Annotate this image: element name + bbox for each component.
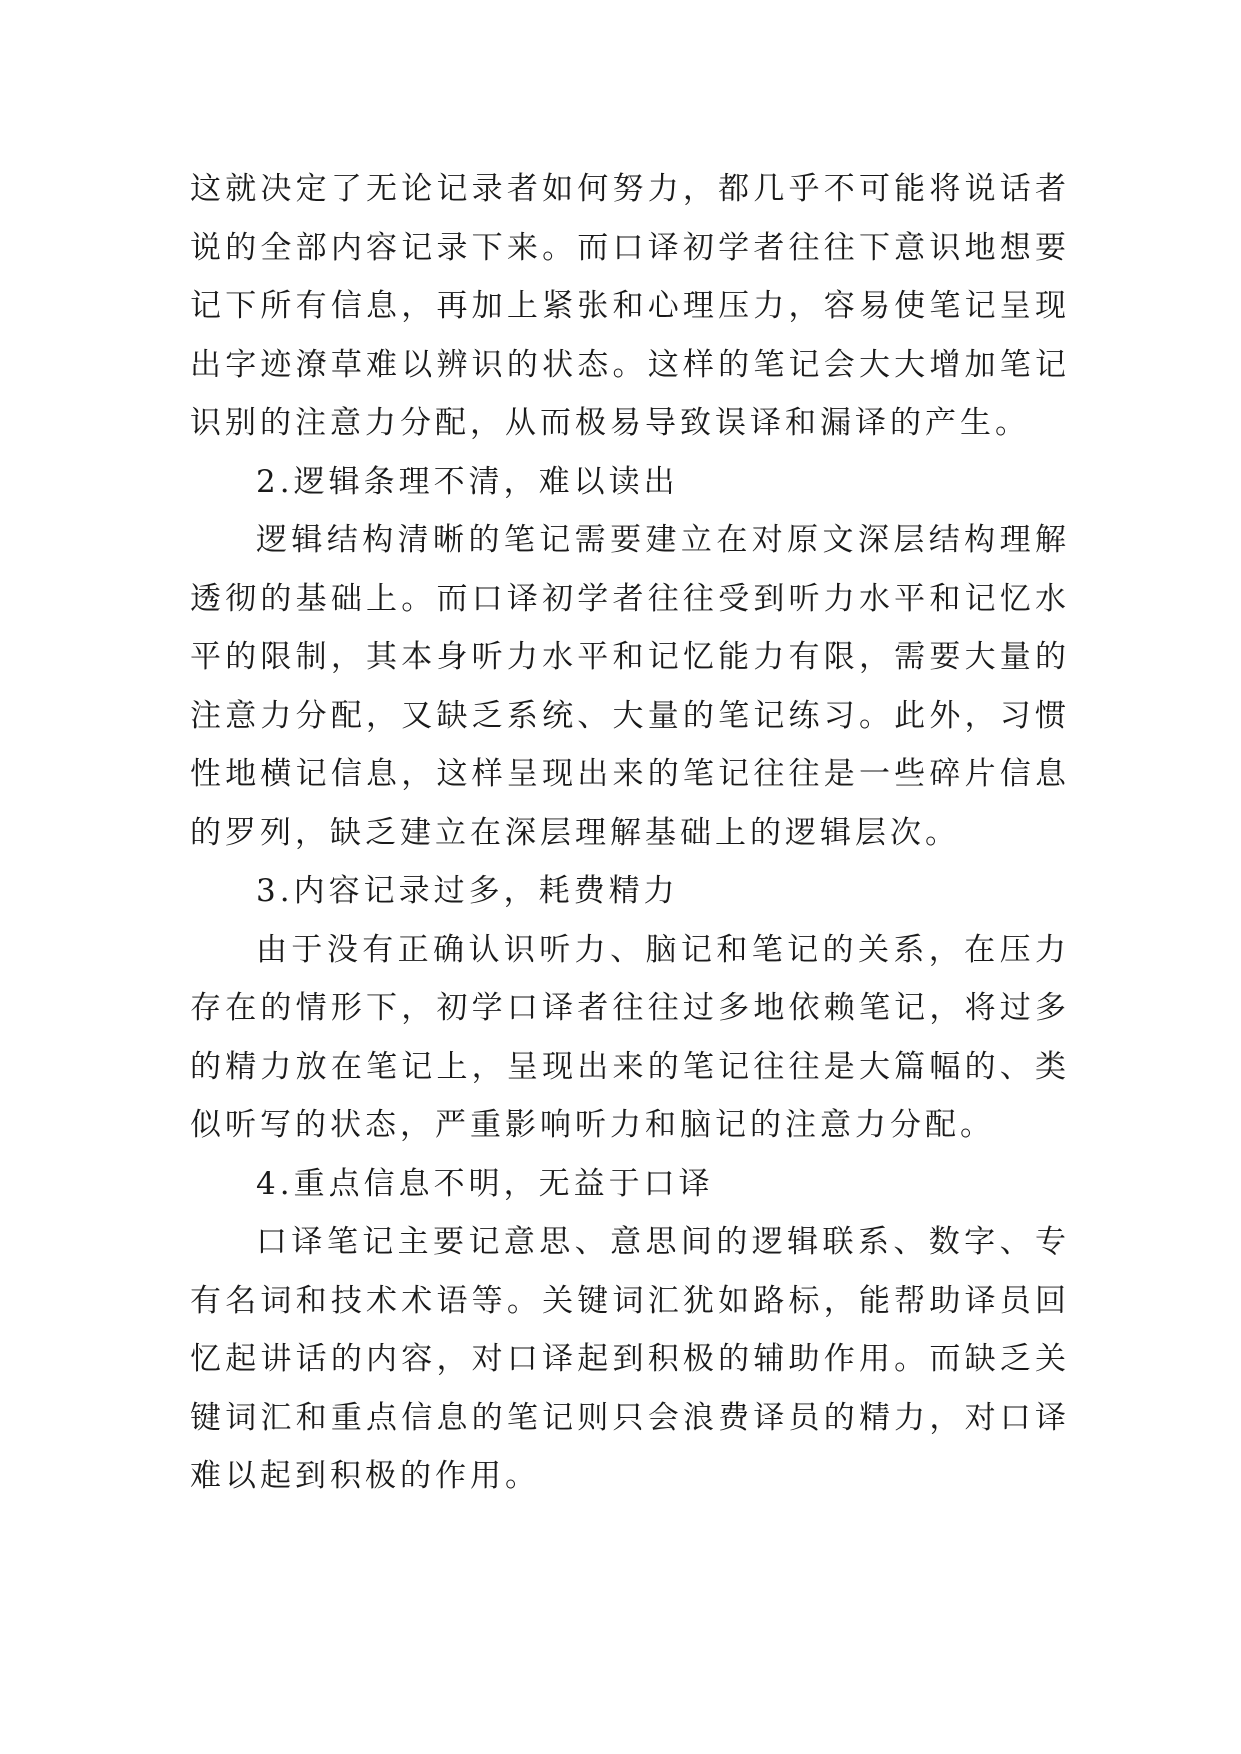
- paragraph-key-info: 口译笔记主要记意思、意思间的逻辑联系、数字、专有名词和技术术语等。关键词汇犹如路标，能帮助译员回忆起讲话的内容，对口译起到积极的辅助作用。而缺乏关键词汇和重点信息的笔记则只会浪费译员的精力，对口译难以起到积极的作用。: [190, 1224, 1070, 1494]
- section-heading-4: 4.重点信息不明，无益于口译: [256, 1165, 714, 1202]
- paragraph-logic: 逻辑结构清晰的笔记需要建立在对原文深层结构理解透彻的基础上。而口译初学者往往受到听力水平和记忆水平的限制，其本身听力水平和记忆能力有限，需要大量的注意力分配，又缺乏系统、大量的笔记练习。此外，习惯性地横记信息，这样呈现出来的笔记往往是一些碎片信息的罗列，缺乏建立在深层理解基础上的逻辑层次。: [190, 522, 1070, 851]
- paragraph-overrecording: 由于没有正确认识听力、脑记和笔记的关系，在压力存在的情形下，初学口译者往往过多地依赖笔记，将过多的精力放在笔记上，呈现出来的笔记往往是大篇幅的、类似听写的状态，严重影响听力和脑记的注意力分配。: [190, 931, 1070, 1143]
- document-body: [190, 160, 1070, 1506]
- section-heading-2: 2.逻辑条理不清，难以读出: [256, 463, 679, 500]
- paragraph-continuation: 这就决定了无论记录者如何努力，都几乎不可能将说话者说的全部内容记录下来。而口译初学者往往下意识地想要记下所有信息，再加上紧张和心理压力，容易使笔记呈现出字迹潦草难以辨识的状态。这样的笔记会大大增加笔记识别的注意力分配，从而极易导致误译和漏译的产生。: [190, 171, 1070, 441]
- section-heading-3: 3.内容记录过多，耗费精力: [256, 873, 679, 909]
